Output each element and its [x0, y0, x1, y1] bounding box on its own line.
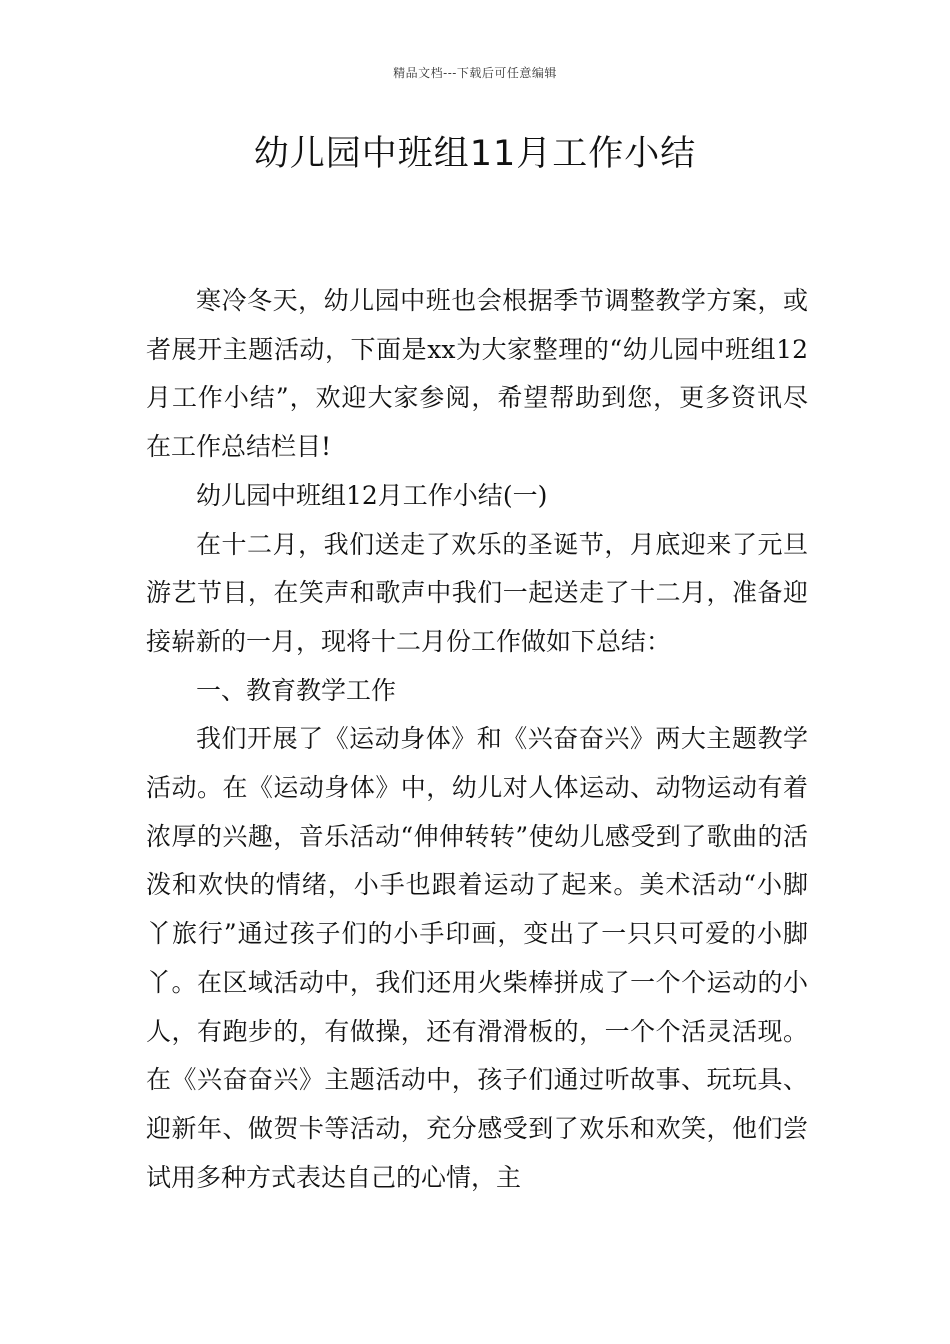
- paragraph-summary-intro: 在十二月，我们送走了欢乐的圣诞节，月底迎来了元旦游艺节目，在笑声和歌声中我们一起送走了十二月，准备迎接崭新的一月，现将十二月份工作做如下总结：: [146, 529, 808, 656]
- paragraph-intro: 寒冷冬天，幼儿园中班也会根据季节调整教学方案，或者展开主题活动，下面是xx为大家整理的“幼儿园中班组12月工作小结”，欢迎大家参阅，希望帮助到您，更多资讯尽在工作总结栏目!: [146, 286, 808, 462]
- paragraph-teaching: 我们开展了《运动身体》和《兴奋奋兴》两大主题教学活动。在《运动身体》中，幼儿对人体运动、动物运动有着浓厚的兴趣，音乐活动“伸伸转转”使幼儿感受到了歌曲的活泼和欢快的情绪，小手也跟着运动了起来。美术活动“小脚丫旅行”通过孩子们的小手印画，变出了一只只可爱的小脚丫。在区域活动中，我们还用火柴棒拼成了一个个运动的小人，有跑步的，有做操，还有滑滑板的，一个个活灵活现。在《兴奋奋兴》主题活动中，孩子们通过听故事、玩玩具、迎新年、做贺卡等活动，充分感受到了欢乐和欢笑，他们尝试用多种方式表达自己的心情，主: [146, 724, 808, 1192]
- header-note: 精品文档---下载后可任意编辑: [393, 66, 557, 80]
- document-body: [146, 277, 808, 1202]
- paragraph-subtitle: 幼儿园中班组12月工作小结(一): [196, 480, 548, 510]
- document-title: 幼儿园中班组11月工作小结: [253, 134, 697, 174]
- section-heading: 一、教育教学工作: [196, 675, 397, 705]
